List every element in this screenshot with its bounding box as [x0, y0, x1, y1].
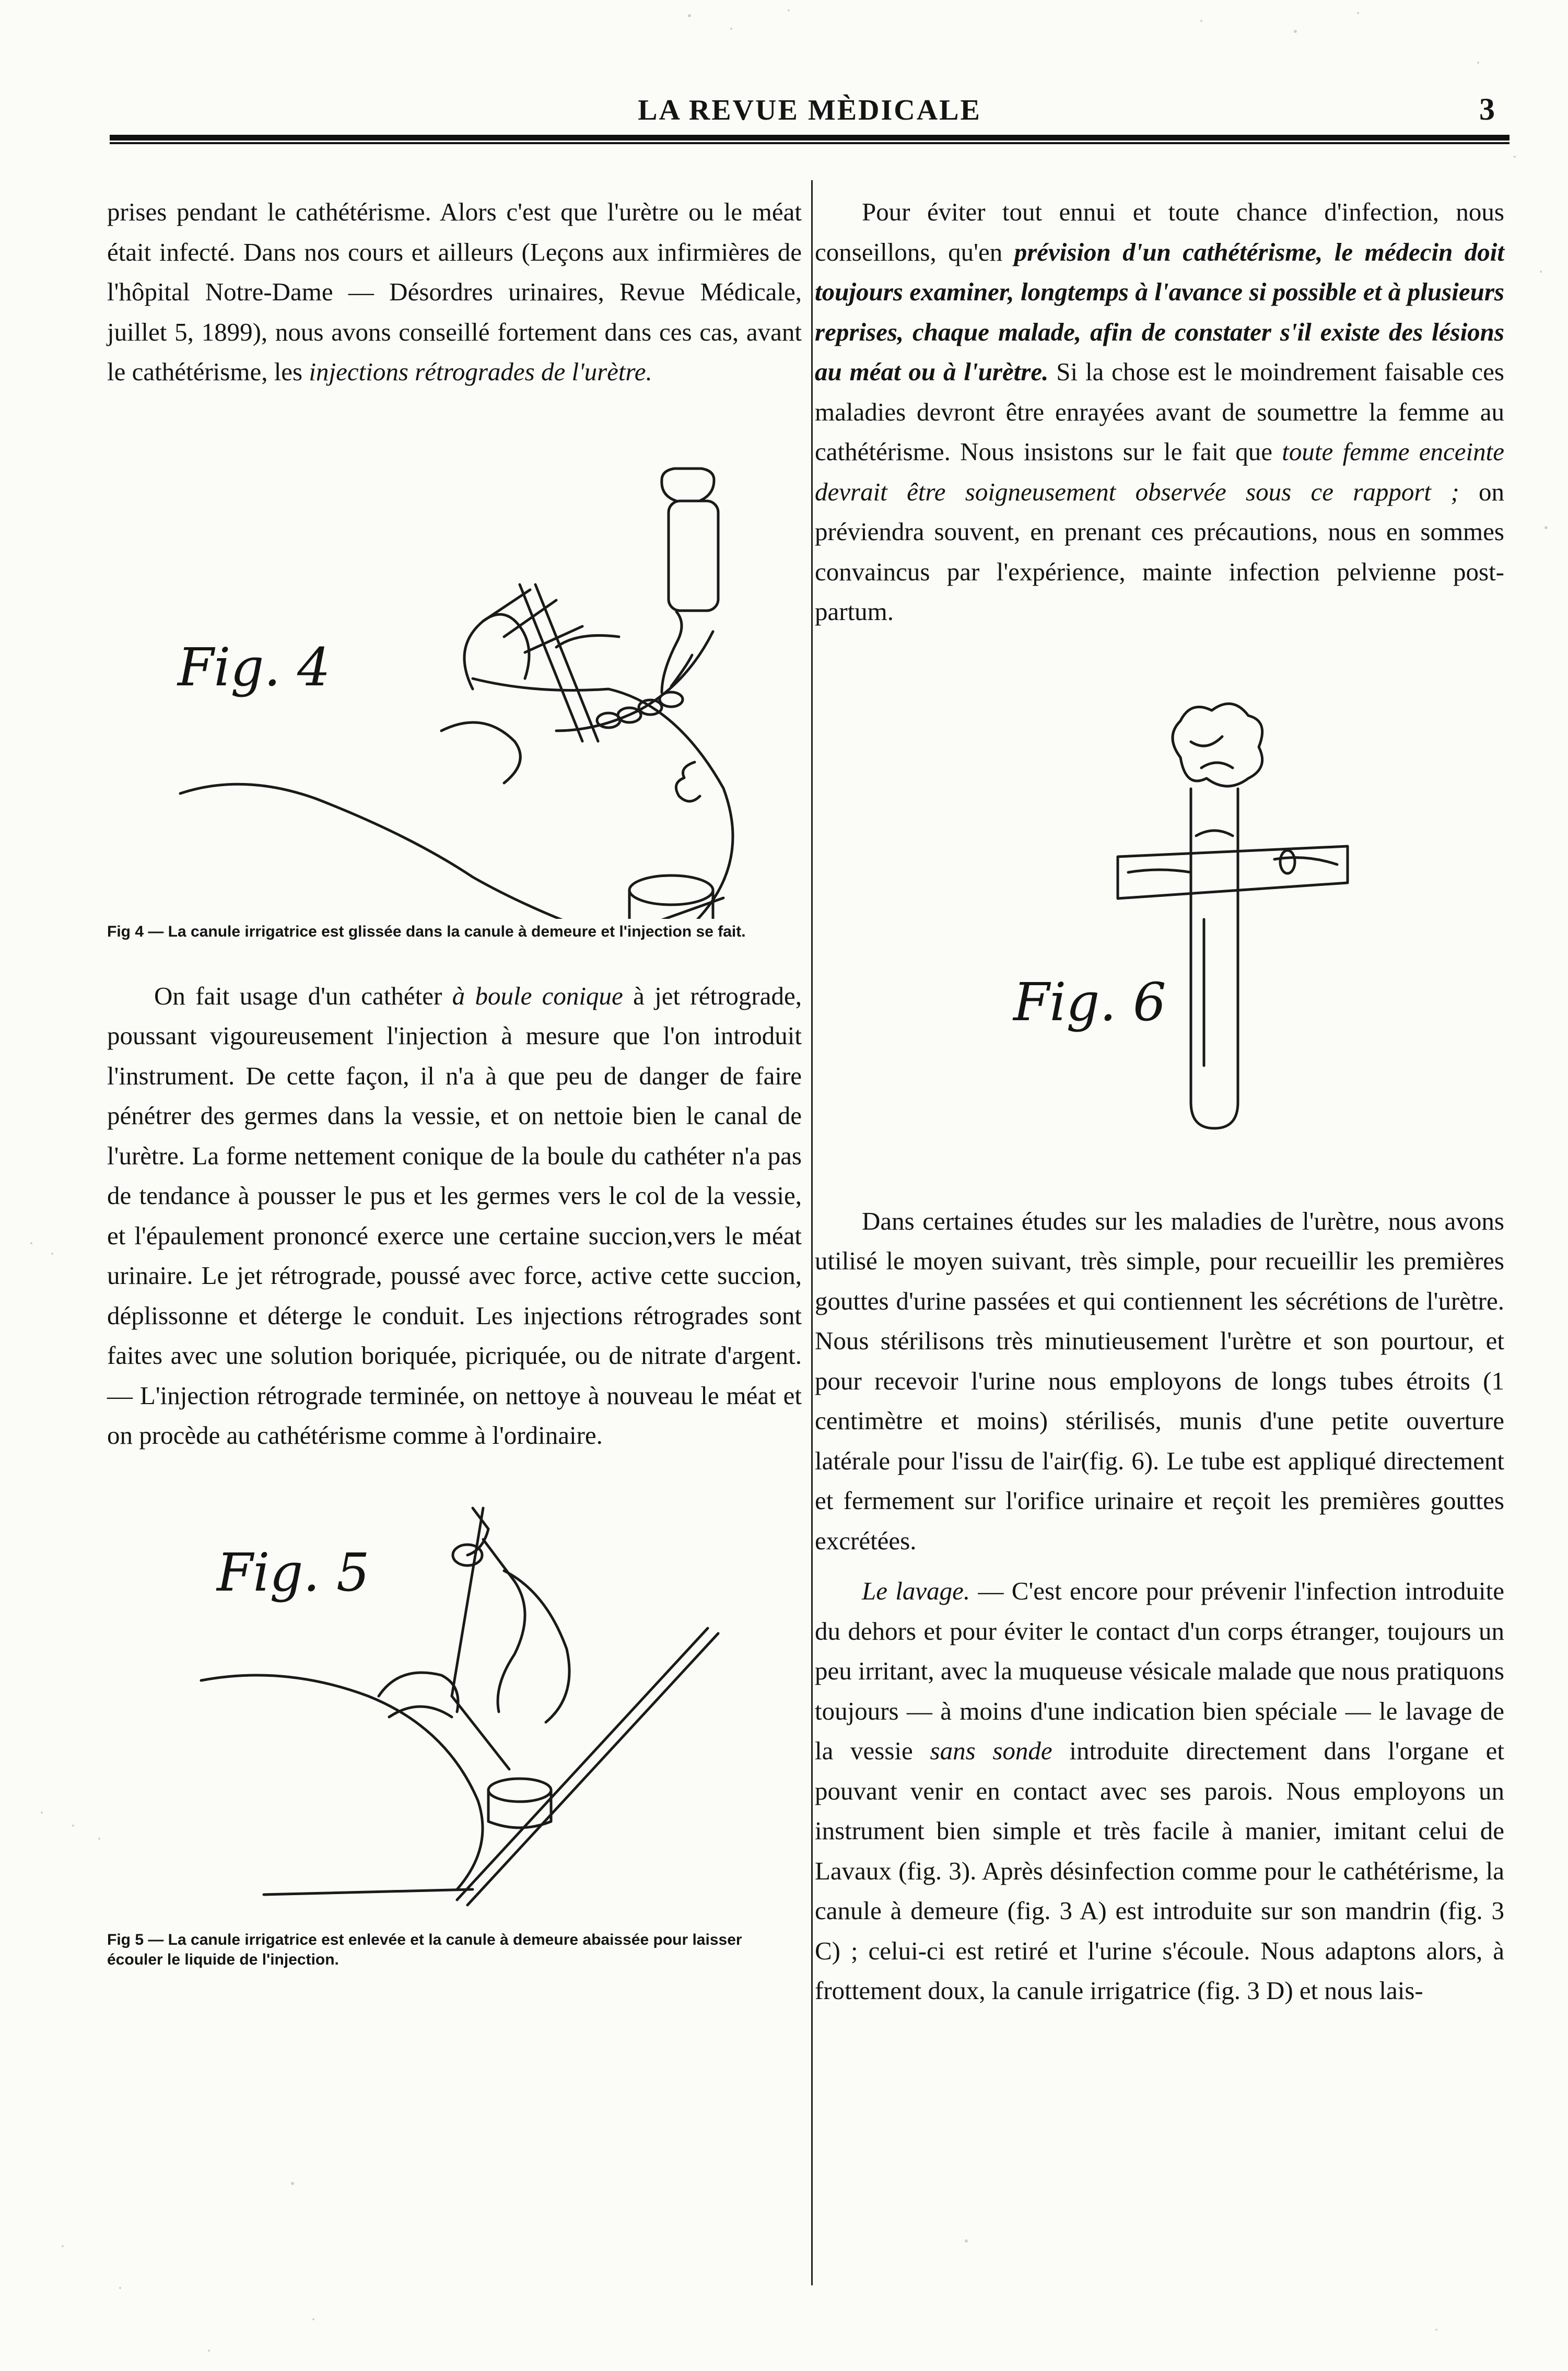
figure-5-drawing	[107, 1477, 802, 1926]
right-paragraph-3: Le lavage. — C'est encore pour prévenir l'infection introduite du dehors et pour éviter le contact d'un corps étranger, toujours un peu irritant, avec la muqueuse vésicale malade que nous pratiquons toujours — à moins d'une indication bien spéciale — le lavage de la vessie sans sonde introduite directement dans l'organe et pouvant venir en contact avec ses parois. Nous employons un instrument bien simple et très facile à manier, imitant celui de Lavaux (fig. 3). Après désinfection comme pour le cathétérisme, la canule à demeure (fig. 3 A) est introduite sur son mandrin (fig. 3 C) ; celui-ci est retiré et l'urine s'écoule. Nous adaptons alors, à frottement doux, la canule irrigatrice (fig. 3 D) et nous lais-	[815, 1576, 1504, 2005]
right-paragraph-2: Dans certaines études sur les maladies de l'urètre, nous avons utilisé le moyen suivant, très simple, pour recueillir les premières gouttes d'urine passées et qui contiennent les sécrétions de l'urètre. Nous stérilisons très minutieusement l'urètre et son pourtour, et pour recevoir l'urine nous employons de longs tubes étroits (1 centimètre et moins) stérilisés, munis d'une petite ouverture latérale pour l'issu de l'air(fig. 6). Le tube est appliqué directement et fermement sur l'orifice urinaire et reçoit les premières gouttes excrétées.	[815, 1206, 1504, 1555]
header-rule	[110, 135, 1510, 144]
column-divider	[811, 180, 813, 2285]
running-head	[110, 91, 1510, 138]
left-paragraph-1: prises pendant le cathétérisme. Alors c'est que l'urètre ou le méat était infecté. Dans nos cours et ailleurs (Leçons aux infirmières de l'hôpital Notre-Dame — Désordres urinaires, Revue Médicale, juillet 5, 1899), nous avons conseillé fortement dans ces cas, avant le cathétérisme, les injections rétrogrades de l'urètre.	[107, 197, 802, 386]
journal-title: LA REVUE MÈDICALE	[638, 94, 981, 126]
left-paragraph-2: On fait usage d'un cathéter à boule conique à jet rétrograde, poussant vigoureusement l'injection à mesure que l'on introduit l'instrument. De cette façon, il n'a à que peu de danger de faire pénétrer des germes dans la vessie, et on nettoie bien le canal de l'urètre. La forme nettement conique de la boule du cathéter n'a pas de tendance à pousser le pus et les germes vers le col de la vessie, et l'épaulement prononcé exerce une certaine succion,vers le méat urinaire. Le jet rétrograde, poussé avec force, active cette succion, déplissonne et déterge le conduit. Les injections rétrogrades sont faites avec une solution boriquée, picriquée, ou de nitrate d'argent. — L'injection rétrograde terminée, on nettoye à nouveau le méat et on procède au cathétérisme comme à l'ordinaire.	[107, 981, 802, 1450]
figure-6-drawing	[815, 679, 1504, 1149]
figure-4-caption: Fig 4 — La canule irrigatrice est glissée dans la canule à demeure et l'injection se fait.	[107, 922, 746, 940]
figure-5-caption: Fig 5 — La canule irrigatrice est enlevée et la canule à demeure abaissée pour laisser écouler le liquide de l'injection.	[107, 1931, 742, 1968]
left-column	[107, 192, 802, 1978]
right-paragraph-1: Pour éviter tout ennui et toute chance d'infection, nous conseillons, qu'en prévision d'un cathétérisme, le médecin doit toujours examiner, longtemps à l'avance si possible et à plusieurs reprises, chaque malade, afin de constater s'il existe des lésions au méat ou à l'urètre. Si la chose est le moindrement faisable ces maladies devront être enrayées avant de soumettre la femme au cathétérisme. Nous insistons sur le fait que toute femme enceinte devrait être soigneusement observée sous ce rapport ; on préviendra souvent, en prenant ces précautions, nous en sommes convaincus par l'expérience, mainte infection pelvienne post-partum.	[815, 197, 1504, 626]
figure-6-label: Fig. 6	[1013, 971, 1166, 1033]
figure-5	[107, 1477, 802, 1978]
figure-6	[815, 679, 1504, 1201]
page-number: 3	[1479, 92, 1495, 126]
figure-5-label: Fig. 5	[217, 1541, 370, 1603]
figure-4	[107, 417, 802, 976]
figure-4-label: Fig. 4	[178, 636, 331, 698]
right-column	[815, 192, 1504, 2011]
